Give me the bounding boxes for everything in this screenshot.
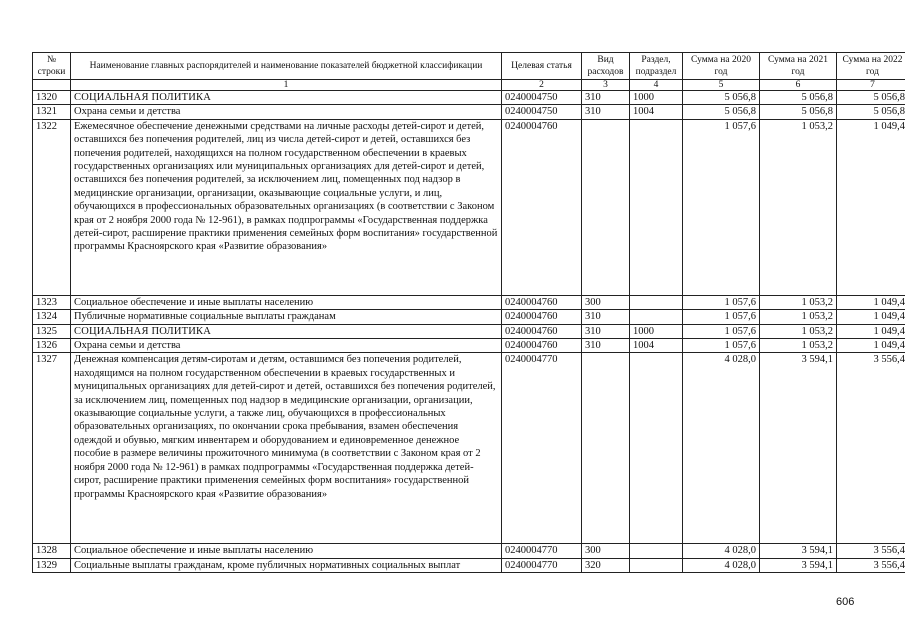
row-name: Социальное обеспечение и иные выплаты населению [71,544,502,558]
row-section: 1004 [630,105,683,119]
row-number: 1322 [33,119,71,295]
column-index: 6 [760,80,837,91]
row-expense-type: 310 [582,339,630,353]
table-header-row [33,53,905,80]
row-target-article: 0240004760 [502,310,582,324]
row-expense-type [582,119,630,295]
row-sum-2021: 1 053,2 [760,295,837,309]
row-target-article: 0240004760 [502,119,582,295]
row-section [630,544,683,558]
row-sum-2020: 5 056,8 [683,105,760,119]
table-row [33,295,905,309]
row-section: 1000 [630,324,683,338]
row-target-article: 0240004770 [502,353,582,544]
row-sum-2020: 1 057,6 [683,119,760,295]
row-target-article: 0240004760 [502,295,582,309]
row-name: Публичные нормативные социальные выплаты гражданам [71,310,502,324]
table-row [33,119,905,295]
row-target-article: 0240004770 [502,544,582,558]
row-target-article: 0240004770 [502,558,582,572]
row-name: Социальное обеспечение и иные выплаты населению [71,295,502,309]
row-section [630,295,683,309]
row-name: Социальные выплаты гражданам, кроме публичных нормативных социальных выплат [71,558,502,572]
row-sum-2022: 3 556,4 [837,353,905,544]
table-row [33,310,905,324]
row-name: Денежная компенсация детям-сиротам и детям, оставшимся без попечения родителей, находящимся на полном государственном обеспечении в краевых государственных и муниципальных организациях для детей-сирот и детей, оставшихся без попечения родителей, за исключением лиц, помещенных под надзор в медицинские организации, организации, оказывающие социальные услуги, а также лиц, обучающихся в профессиональных образовательных организациях, по окончании срока пребывания, взамен обеспечения одеждой и обувью, мягким инвентарем и оборудованием и единовременное денежное пособие в размере величины прожиточного минимума (в соответствии с Законом края от 2 ноября 2000 года № 12-961) в рамках подпрограммы «Государственная поддержка детей-сирот, расширение практики применения семейных форм воспитания» государственной программы Красноярского края «Развитие образования» [71,353,502,544]
row-number: 1324 [33,310,71,324]
row-target-article: 0240004750 [502,91,582,105]
row-sum-2021: 3 594,1 [760,558,837,572]
row-name: СОЦИАЛЬНАЯ ПОЛИТИКА [71,91,502,105]
table-row [33,339,905,353]
table-row [33,105,905,119]
table-row [33,324,905,338]
row-number: 1329 [33,558,71,572]
row-sum-2021: 3 594,1 [760,353,837,544]
column-index: 2 [502,80,582,91]
row-name: Охрана семьи и детства [71,105,502,119]
row-sum-2022: 1 049,4 [837,339,905,353]
row-sum-2022: 3 556,4 [837,544,905,558]
row-sum-2022: 1 049,4 [837,119,905,295]
header-section: Раздел, подраздел [630,53,683,80]
column-index: 1 [71,80,502,91]
row-expense-type: 300 [582,295,630,309]
row-sum-2020: 5 056,8 [683,91,760,105]
row-section [630,310,683,324]
column-index-row [33,80,905,91]
row-sum-2021: 1 053,2 [760,119,837,295]
row-number: 1320 [33,91,71,105]
budget-table [32,52,905,573]
row-expense-type: 310 [582,105,630,119]
row-target-article: 0240004760 [502,339,582,353]
row-sum-2021: 5 056,8 [760,105,837,119]
row-sum-2021: 3 594,1 [760,544,837,558]
header-name: Наименование главных распорядителей и наименование показателей бюджетной классификации [71,53,502,80]
header-sum-2021: Сумма на 2021 год [760,53,837,80]
row-section [630,558,683,572]
row-name: Ежемесячное обеспечение денежными средствами на личные расходы детей-сирот и детей, оставшихся без попечения родителей, лиц из числа детей-сирот и детей, оставшихся без попечения родителей, находящихся на полном государственном обеспечении в краевых государственных организациях или муниципальных организациях для детей-сирот и детей, оставшихся без попечения родителей, за исключением лиц, помещенных под надзор в медицинские организации, организации, оказывающие социальные услуги, и лиц, обучающихся в профессиональных образовательных организациях (в соответствии с Законом края от 2 ноября 2000 года № 12-961), в рамках подпрограммы «Государственная поддержка детей-сирот, расширение практики применения семейных форм воспитания» государственной программы Красноярского края «Развитие образования» [71,119,502,295]
row-target-article: 0240004750 [502,105,582,119]
row-name: Охрана семьи и детства [71,339,502,353]
row-sum-2022: 5 056,8 [837,91,905,105]
row-sum-2021: 1 053,2 [760,310,837,324]
row-sum-2020: 1 057,6 [683,295,760,309]
header-row-number: № строки [33,53,71,80]
page-number: 606 [836,596,855,608]
header-expense-type: Вид расходов [582,53,630,80]
row-section: 1004 [630,339,683,353]
row-sum-2022: 5 056,8 [837,105,905,119]
row-expense-type: 300 [582,544,630,558]
row-sum-2022: 1 049,4 [837,295,905,309]
row-number: 1325 [33,324,71,338]
row-number: 1323 [33,295,71,309]
row-sum-2020: 1 057,6 [683,324,760,338]
row-expense-type: 310 [582,324,630,338]
header-target-article: Целевая статья [502,53,582,80]
row-sum-2020: 1 057,6 [683,339,760,353]
table-row [33,544,905,558]
row-sum-2021: 1 053,2 [760,324,837,338]
row-expense-type: 310 [582,91,630,105]
row-sum-2021: 1 053,2 [760,339,837,353]
header-sum-2020: Сумма на 2020 год [683,53,760,80]
row-expense-type: 320 [582,558,630,572]
table-row [33,353,905,544]
row-section: 1000 [630,91,683,105]
row-sum-2020: 1 057,6 [683,310,760,324]
table-row [33,558,905,572]
row-sum-2020: 4 028,0 [683,353,760,544]
row-number: 1321 [33,105,71,119]
row-sum-2021: 5 056,8 [760,91,837,105]
row-sum-2022: 3 556,4 [837,558,905,572]
row-sum-2020: 4 028,0 [683,558,760,572]
row-number: 1326 [33,339,71,353]
column-index: 7 [837,80,905,91]
row-number: 1328 [33,544,71,558]
row-sum-2022: 1 049,4 [837,310,905,324]
row-section [630,353,683,544]
row-expense-type: 310 [582,310,630,324]
column-index: 3 [582,80,630,91]
row-section [630,119,683,295]
column-index [33,80,71,91]
row-sum-2022: 1 049,4 [837,324,905,338]
row-number: 1327 [33,353,71,544]
table-row [33,91,905,105]
row-expense-type [582,353,630,544]
column-index: 5 [683,80,760,91]
header-sum-2022: Сумма на 2022 год [837,53,905,80]
row-sum-2020: 4 028,0 [683,544,760,558]
row-name: СОЦИАЛЬНАЯ ПОЛИТИКА [71,324,502,338]
column-index: 4 [630,80,683,91]
row-target-article: 0240004760 [502,324,582,338]
